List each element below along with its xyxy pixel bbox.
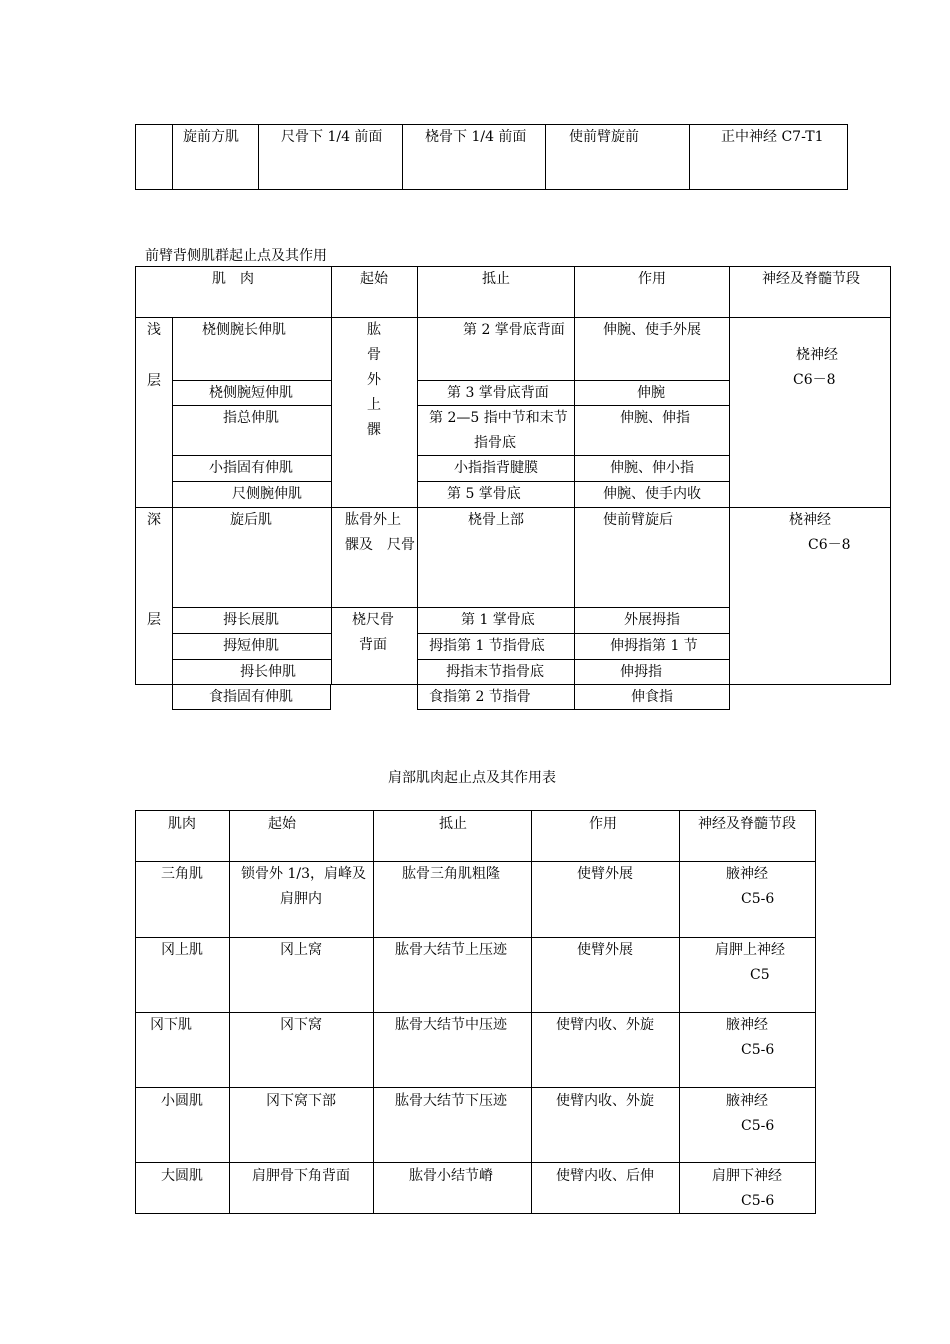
muscle-name: 旋后肌	[230, 512, 272, 528]
origin-text: 尺骨下 1/4 前面	[281, 129, 383, 145]
muscle-name: 冈上肌	[161, 942, 203, 958]
header-muscle: 肌 肉	[212, 271, 254, 287]
insertion-text: 指骨底	[474, 435, 516, 451]
layer-label: 层	[147, 612, 161, 628]
action-text: 伸腕	[637, 385, 665, 401]
muscle-name: 冈下肌	[150, 1017, 192, 1033]
origin-text: 肩胛内	[280, 891, 322, 907]
insertion-text: 肱骨大结节上压迹	[395, 942, 507, 958]
muscle-name: 桡侧腕短伸肌	[209, 385, 293, 401]
header-origin: 起始	[268, 816, 296, 832]
insertion-text: 肱骨小结节嵴	[409, 1168, 493, 1184]
nerve-text: 肩胛上神经	[715, 942, 785, 958]
action-text: 伸腕、伸小指	[610, 460, 694, 476]
header-muscle: 肌肉	[168, 816, 196, 832]
muscle-name: 桡侧腕长伸肌	[202, 322, 286, 338]
table-cell	[135, 124, 173, 190]
nerve-text: 腋神经	[726, 1093, 768, 1109]
nerve-text: 肩胛下神经	[712, 1168, 782, 1184]
nerve-text: C6－8	[793, 372, 836, 388]
action-text: 伸腕、伸指	[620, 410, 690, 426]
origin-text: 冈下窝	[280, 1017, 322, 1033]
layer-cell	[135, 317, 173, 508]
nerve-text: C5-6	[741, 1193, 775, 1209]
muscle-name: 尺侧腕伸肌	[232, 486, 302, 502]
action-text: 伸腕、使手外展	[603, 322, 701, 338]
origin-text: 背面	[359, 637, 387, 653]
insertion-text: 肱骨三角肌粗隆	[402, 866, 500, 882]
origin-text: 冈下窝下部	[266, 1093, 336, 1109]
action-text: 外展拇指	[624, 612, 680, 628]
header-insertion: 抵止	[439, 816, 467, 832]
action-text: 使臂内收、后伸	[556, 1168, 654, 1184]
action-text: 使前臂旋后	[603, 512, 673, 528]
muscle-name: 旋前方肌	[183, 129, 239, 145]
muscle-name: 小圆肌	[161, 1093, 203, 1109]
header-insertion: 抵止	[482, 271, 510, 287]
nerve-text: 腋神经	[726, 1017, 768, 1033]
action-text: 使臂内收、外旋	[556, 1017, 654, 1033]
layer-label: 层	[147, 373, 161, 389]
action-text: 伸拇指	[620, 664, 662, 680]
insertion-text: 拇指末节指骨底	[446, 664, 544, 680]
insertion-text: 拇指第 1 节指骨底	[429, 638, 545, 654]
nerve-cell	[729, 317, 891, 508]
nerve-text: C5	[750, 967, 770, 983]
nerve-text: 桡神经	[789, 512, 831, 528]
insertion-text: 桡骨上部	[468, 512, 524, 528]
origin-text: 肱骨外上	[345, 512, 401, 528]
action-text: 使前臂旋前	[569, 129, 639, 145]
table-title: 前臂背侧肌群起止点及其作用	[145, 248, 327, 264]
muscle-name: 大圆肌	[161, 1168, 203, 1184]
header-nerve: 神经及脊髓节段	[762, 271, 860, 287]
insertion-text: 食指第 2 节指骨	[429, 689, 531, 705]
insertion-text: 第 3 掌骨底背面	[447, 385, 549, 401]
nerve-text: 腋神经	[726, 866, 768, 882]
table-title: 肩部肌肉起止点及其作用表	[388, 770, 556, 786]
action-text: 使臂外展	[577, 942, 633, 958]
origin-text: 肩胛骨下角背面	[252, 1168, 350, 1184]
nerve-text: C5-6	[741, 891, 775, 907]
origin-text: 外	[367, 372, 381, 388]
origin-text: 髁及 尺骨	[345, 537, 415, 553]
muscle-name: 三角肌	[161, 866, 203, 882]
insertion-text: 小指指背腱膜	[454, 460, 538, 476]
insertion-text: 桡骨下 1/4 前面	[425, 129, 527, 145]
header-nerve: 神经及脊髓节段	[698, 816, 796, 832]
action-text: 使臂外展	[577, 866, 633, 882]
nerve-text: C5-6	[741, 1118, 775, 1134]
action-text: 伸腕、使手内收	[603, 486, 701, 502]
origin-text: 锁骨外 1/3，肩峰及	[241, 866, 366, 882]
origin-text: 髁	[367, 422, 381, 438]
muscle-name: 指总伸肌	[223, 410, 279, 426]
insertion-text: 第 2—5 指中节和末节	[429, 410, 568, 426]
insertion-text: 第 1 掌骨底	[461, 612, 535, 628]
origin-text: 上	[367, 397, 381, 413]
layer-cell	[135, 507, 173, 685]
insertion-text: 肱骨大结节中压迹	[395, 1017, 507, 1033]
nerve-text: C6－8	[808, 537, 851, 553]
action-text: 使臂内收、外旋	[556, 1093, 654, 1109]
header-origin: 起始	[360, 271, 388, 287]
nerve-text: 桡神经	[796, 347, 838, 363]
muscle-name: 拇长展肌	[223, 612, 279, 628]
header-action: 作用	[589, 816, 617, 832]
nerve-text: 正中神经 C7-T1	[721, 129, 824, 145]
insertion-text: 肱骨大结节下压迹	[395, 1093, 507, 1109]
action-text: 伸拇指第 1 节	[610, 638, 698, 654]
origin-text: 骨	[367, 347, 381, 363]
muscle-name: 拇长伸肌	[240, 664, 296, 680]
nerve-cell	[729, 507, 891, 685]
muscle-name: 食指固有伸肌	[209, 689, 293, 705]
muscle-name: 拇短伸肌	[223, 638, 279, 654]
header-action: 作用	[638, 271, 666, 287]
layer-label: 深	[147, 512, 161, 528]
header-cell	[229, 810, 374, 862]
insertion-text: 第 5 掌骨底	[447, 486, 521, 502]
muscle-name: 小指固有伸肌	[209, 460, 293, 476]
origin-text: 桡尺骨	[352, 612, 394, 628]
layer-label: 浅	[147, 322, 161, 338]
origin-text: 肱	[367, 322, 381, 338]
nerve-text: C5-6	[741, 1042, 775, 1058]
origin-text: 冈上窝	[280, 942, 322, 958]
action-text: 伸食指	[631, 689, 673, 705]
insertion-text: 第 2 掌骨底背面	[463, 322, 565, 338]
